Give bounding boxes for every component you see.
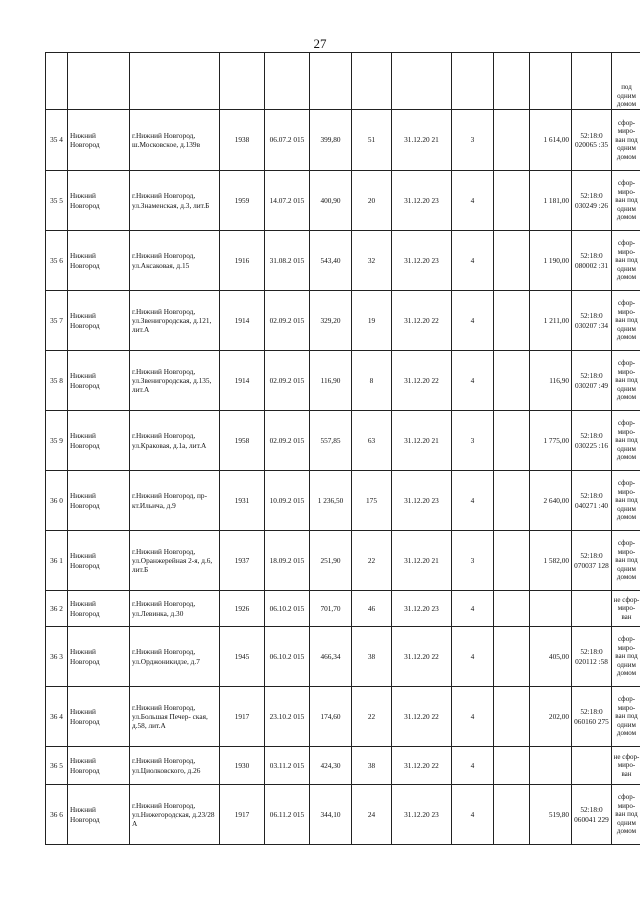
residents-cell: 51 [352,110,392,171]
date-cell: 02.09.2 015 [265,291,310,351]
cadastral-number-cell: 52:18:0 060160 275 [572,687,612,747]
row-number-cell: 35 9 [46,411,68,471]
type-cell: 3 [452,411,494,471]
city-cell: Нижний Новгород [68,291,130,351]
blank-cell [494,291,530,351]
area-cell: 543,40 [310,231,352,291]
address-cell: г.Нижний Новгород, ул.Звенигородская, д.121, лит.А [130,291,220,351]
address-cell: г.Нижний Новгород, ул.Нижегородская, д.23/28 А [130,785,220,845]
row-number-cell: 35 5 [46,171,68,231]
table-row [46,291,640,351]
residents-cell: 19 [352,291,392,351]
cadastral-number-cell [572,591,612,627]
address-cell: г.Нижний Новгород, ул.Циолковского, д.26 [130,747,220,785]
date-cell: 14.07.2 015 [265,171,310,231]
cost-cell: 202,00 [530,687,572,747]
cost-cell: 1 614,00 [530,110,572,171]
type-cell: 4 [452,291,494,351]
area-cell: 557,85 [310,411,352,471]
year-built-cell: 1945 [220,627,265,687]
type-cell: 4 [452,231,494,291]
date-cell: 18.09.2 015 [265,531,310,591]
deadline-cell: 31.12.20 23 [392,471,452,531]
date-cell: 06.10.2 015 [265,627,310,687]
residents-cell: 20 [352,171,392,231]
year-built-cell: 1930 [220,747,265,785]
blank-cell [494,687,530,747]
blank-cell [494,171,530,231]
year-built-cell: 1958 [220,411,265,471]
row-number-cell: 35 6 [46,231,68,291]
row-number-cell: 36 2 [46,591,68,627]
type-cell: 4 [452,351,494,411]
row-number-cell: 36 4 [46,687,68,747]
deadline-cell: 31.12.20 23 [392,231,452,291]
date-cell: 23.10.2 015 [265,687,310,747]
deadline-cell: 31.12.20 22 [392,687,452,747]
row-number-cell: 36 1 [46,531,68,591]
residents-cell: 46 [352,591,392,627]
table-row [46,171,640,231]
land-status-cell: под одним домом [612,53,640,110]
blank-cell [494,531,530,591]
residents-cell: 22 [352,687,392,747]
cadastral-number-cell: 52:18:0 030207 :49 [572,351,612,411]
blank-cell [494,747,530,785]
deadline-cell: 31.12.20 21 [392,411,452,471]
date-cell: 06.07.2 015 [265,110,310,171]
land-status-cell: сфор- миро- ван под одним домом [612,531,640,591]
city-cell: Нижний Новгород [68,747,130,785]
year-built-cell: 1959 [220,171,265,231]
blank-cell [494,411,530,471]
date-cell: 10.09.2 015 [265,471,310,531]
residents-cell: 32 [352,231,392,291]
date-cell: 06.11.2 015 [265,785,310,845]
year-built-cell: 1917 [220,785,265,845]
land-status-cell: сфор- миро- ван под одним домом [612,291,640,351]
row-number-cell: 36 5 [46,747,68,785]
land-status-cell: сфор- миро- ван под одним домом [612,411,640,471]
land-status-cell: сфор- миро- ван под одним домом [612,110,640,171]
city-cell: Нижний Новгород [68,785,130,845]
type-cell: 4 [452,171,494,231]
deadline-cell: 31.12.20 21 [392,531,452,591]
cost-cell [530,747,572,785]
city-cell: Нижний Новгород [68,411,130,471]
area-cell: 174,60 [310,687,352,747]
blank-cell [494,785,530,845]
area-cell: 424,30 [310,747,352,785]
cost-cell: 1 582,00 [530,531,572,591]
address-cell: г.Нижний Новгород, ул.Оранжерейная 2-я, д.6, лит.Б [130,531,220,591]
cost-cell: 405,00 [530,627,572,687]
year-built-cell: 1938 [220,110,265,171]
table-row [46,351,640,411]
deadline-cell: 31.12.20 22 [392,351,452,411]
table-row [46,231,640,291]
cadastral-number-cell: 52:18:0 030225 :16 [572,411,612,471]
date-cell: 31.08.2 015 [265,231,310,291]
blank-cell [494,471,530,531]
cost-cell: 1 181,00 [530,171,572,231]
land-status-cell: не сфор- миро- ван [612,747,640,785]
cost-cell: 2 640,00 [530,471,572,531]
deadline-cell: 31.12.20 23 [392,591,452,627]
residents-cell: 24 [352,785,392,845]
cost-cell: 116,90 [530,351,572,411]
cost-cell: 1 190,00 [530,231,572,291]
row-number-cell: 36 6 [46,785,68,845]
area-cell: 701,70 [310,591,352,627]
land-status-cell: сфор- миро- ван под одним домом [612,785,640,845]
type-cell: 4 [452,785,494,845]
blank-cell [494,110,530,171]
cadastral-number-cell: 52:18:0 040271 :40 [572,471,612,531]
area-cell: 466,34 [310,627,352,687]
type-cell: 4 [452,471,494,531]
area-cell: 344,10 [310,785,352,845]
deadline-cell: 31.12.20 22 [392,747,452,785]
residents-cell: 175 [352,471,392,531]
year-built-cell: 1937 [220,531,265,591]
row-number-cell: 36 3 [46,627,68,687]
type-cell: 4 [452,591,494,627]
land-status-cell: сфор- миро- ван под одним домом [612,627,640,687]
date-cell: 03.11.2 015 [265,747,310,785]
cost-cell: 519,80 [530,785,572,845]
city-cell: Нижний Новгород [68,471,130,531]
residents-cell: 63 [352,411,392,471]
cadastral-number-cell [572,747,612,785]
deadline-cell: 31.12.20 23 [392,171,452,231]
deadline-cell: 31.12.20 22 [392,291,452,351]
city-cell: Нижний Новгород [68,171,130,231]
cost-cell [530,591,572,627]
address-cell: г.Нижний Новгород, ул.Краковая, д.1а, лит.А [130,411,220,471]
cadastral-number-cell: 52:18:0 020065 :35 [572,110,612,171]
land-status-cell: сфор- миро- ван под одним домом [612,687,640,747]
land-status-cell: сфор- миро- ван под одним домом [612,471,640,531]
land-status-cell: сфор- миро- ван под одним домом [612,351,640,411]
cadastral-number-cell: 52:18:0 060041 229 [572,785,612,845]
type-cell: 3 [452,531,494,591]
table-row [46,471,640,531]
city-cell: Нижний Новгород [68,110,130,171]
table-row [46,591,640,627]
table-row [46,531,640,591]
year-built-cell: 1914 [220,351,265,411]
row-number-cell: 35 7 [46,291,68,351]
residents-cell: 22 [352,531,392,591]
area-cell: 116,90 [310,351,352,411]
address-cell: г.Нижний Новгород, ул.Звенигородская, д.135, лит.А [130,351,220,411]
city-cell: Нижний Новгород [68,351,130,411]
address-cell: г.Нижний Новгород, ул.Большая Печер- ская, д.58, лит.А [130,687,220,747]
blank-cell [494,591,530,627]
deadline-cell: 31.12.20 23 [392,785,452,845]
residents-cell: 38 [352,747,392,785]
blank-cell [494,351,530,411]
area-cell: 329,20 [310,291,352,351]
cost-cell: 1 211,00 [530,291,572,351]
year-built-cell: 1914 [220,291,265,351]
table-row [46,411,640,471]
address-cell: г.Нижний Новгород, ш.Московское, д.139в [130,110,220,171]
land-status-cell: не сфор- миро- ван [612,591,640,627]
deadline-cell: 31.12.20 21 [392,110,452,171]
table-row [46,687,640,747]
city-cell: Нижний Новгород [68,687,130,747]
area-cell: 251,90 [310,531,352,591]
land-status-cell: сфор- миро- ван под одним домом [612,231,640,291]
table-row [46,785,640,845]
address-cell: г.Нижний Новгород, пр-кт.Ильича, д.9 [130,471,220,531]
cadastral-number-cell: 52:18:0 070037 128 [572,531,612,591]
housing-register-table [45,52,640,845]
table-row [46,627,640,687]
residents-cell: 38 [352,627,392,687]
date-cell: 02.09.2 015 [265,411,310,471]
cadastral-number-cell: 52:18:0 020112 :58 [572,627,612,687]
row-number-cell: 35 8 [46,351,68,411]
cadastral-number-cell: 52:18:0 030207 :34 [572,291,612,351]
table-row [46,110,640,171]
type-cell: 4 [452,687,494,747]
table-row-continued [46,53,640,110]
city-cell: Нижний Новгород [68,627,130,687]
year-built-cell: 1931 [220,471,265,531]
blank-cell [494,231,530,291]
cadastral-number-cell: 52:18:0 030249 :26 [572,171,612,231]
area-cell: 399,80 [310,110,352,171]
land-status-cell: сфор- миро- ван под одним домом [612,171,640,231]
row-number-cell: 36 0 [46,471,68,531]
residents-cell: 8 [352,351,392,411]
blank-cell [494,627,530,687]
address-cell: г.Нижний Новгород, ул.Орджоникидзе, д.7 [130,627,220,687]
date-cell: 02.09.2 015 [265,351,310,411]
year-built-cell: 1926 [220,591,265,627]
year-built-cell: 1917 [220,687,265,747]
area-cell: 1 236,50 [310,471,352,531]
city-cell: Нижний Новгород [68,531,130,591]
type-cell: 3 [452,110,494,171]
type-cell: 4 [452,747,494,785]
cost-cell: 1 775,00 [530,411,572,471]
cadastral-number-cell: 52:18:0 080002 :31 [572,231,612,291]
area-cell: 400,90 [310,171,352,231]
table-row [46,747,640,785]
city-cell: Нижний Новгород [68,231,130,291]
page-number: 27 [313,36,327,51]
address-cell: г.Нижний Новгород, ул.Левинка, д.30 [130,591,220,627]
year-built-cell: 1916 [220,231,265,291]
type-cell: 4 [452,627,494,687]
address-cell: г.Нижний Новгород, ул.Знаменская, д.3, лит.Б [130,171,220,231]
deadline-cell: 31.12.20 22 [392,627,452,687]
address-cell: г.Нижний Новгород, ул.Аксаковая, д.15 [130,231,220,291]
date-cell: 06.10.2 015 [265,591,310,627]
row-number-cell: 35 4 [46,110,68,171]
city-cell: Нижний Новгород [68,591,130,627]
